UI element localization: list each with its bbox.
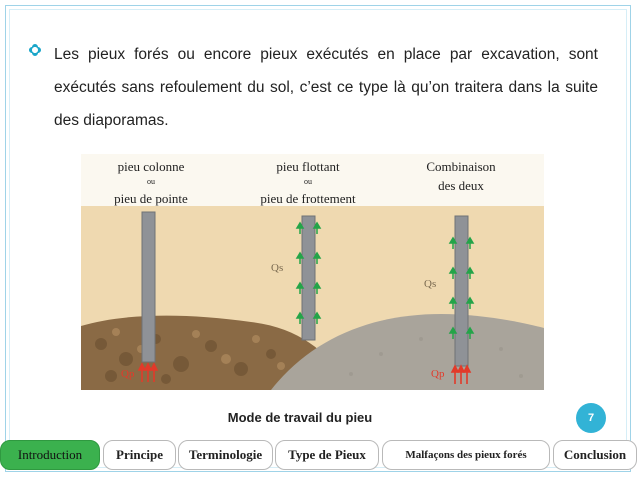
tab-principe[interactable]: Principe bbox=[103, 440, 176, 470]
page-number: 7 bbox=[576, 403, 606, 433]
figure-caption: Mode de travail du pieu bbox=[227, 410, 373, 425]
pile1-label-2: pieu de pointe bbox=[114, 191, 188, 206]
pile2-label-2: pieu de frottement bbox=[260, 191, 356, 206]
pile3-label-2: des deux bbox=[438, 178, 484, 193]
tab-terminologie[interactable]: Terminologie bbox=[178, 440, 273, 470]
tip-arrows-3 bbox=[452, 366, 470, 384]
pile-3 bbox=[455, 216, 468, 366]
quatrefoil-bullet-icon bbox=[28, 43, 42, 57]
tip-arrows-1 bbox=[139, 364, 157, 382]
pile1-label-1: pieu colonne bbox=[117, 159, 185, 174]
qp-label-pile1: Qp bbox=[121, 368, 135, 380]
pile-diagram bbox=[81, 154, 544, 390]
tab-introduction[interactable]: Introduction bbox=[0, 440, 100, 470]
bullet-text: Les pieux forés ou encore pieux exécutés en place par excavation, sont exécutés sans refoulement du sol, c’est ce type là qu’on traitera dans la suite des diaporamas. bbox=[54, 46, 598, 129]
tab-type-de-pieux[interactable]: Type de Pieux bbox=[275, 440, 379, 470]
pile3-label-1: Combinaison bbox=[426, 159, 496, 174]
tab-conclusion[interactable]: Conclusion bbox=[553, 440, 637, 470]
qs-label-pile2: Qs bbox=[271, 262, 284, 274]
pile-1 bbox=[142, 212, 155, 362]
qs-label-pile3: Qs bbox=[424, 278, 437, 290]
pile-2 bbox=[302, 216, 315, 340]
pile2-label-1: pieu flottant bbox=[276, 159, 340, 174]
pile2-label-or: ou bbox=[304, 177, 312, 186]
qp-label-pile3: Qp bbox=[431, 368, 445, 380]
tab-malfacons[interactable]: Malfaçons des pieux forés bbox=[382, 440, 550, 470]
pile1-label-or: ou bbox=[147, 177, 155, 186]
